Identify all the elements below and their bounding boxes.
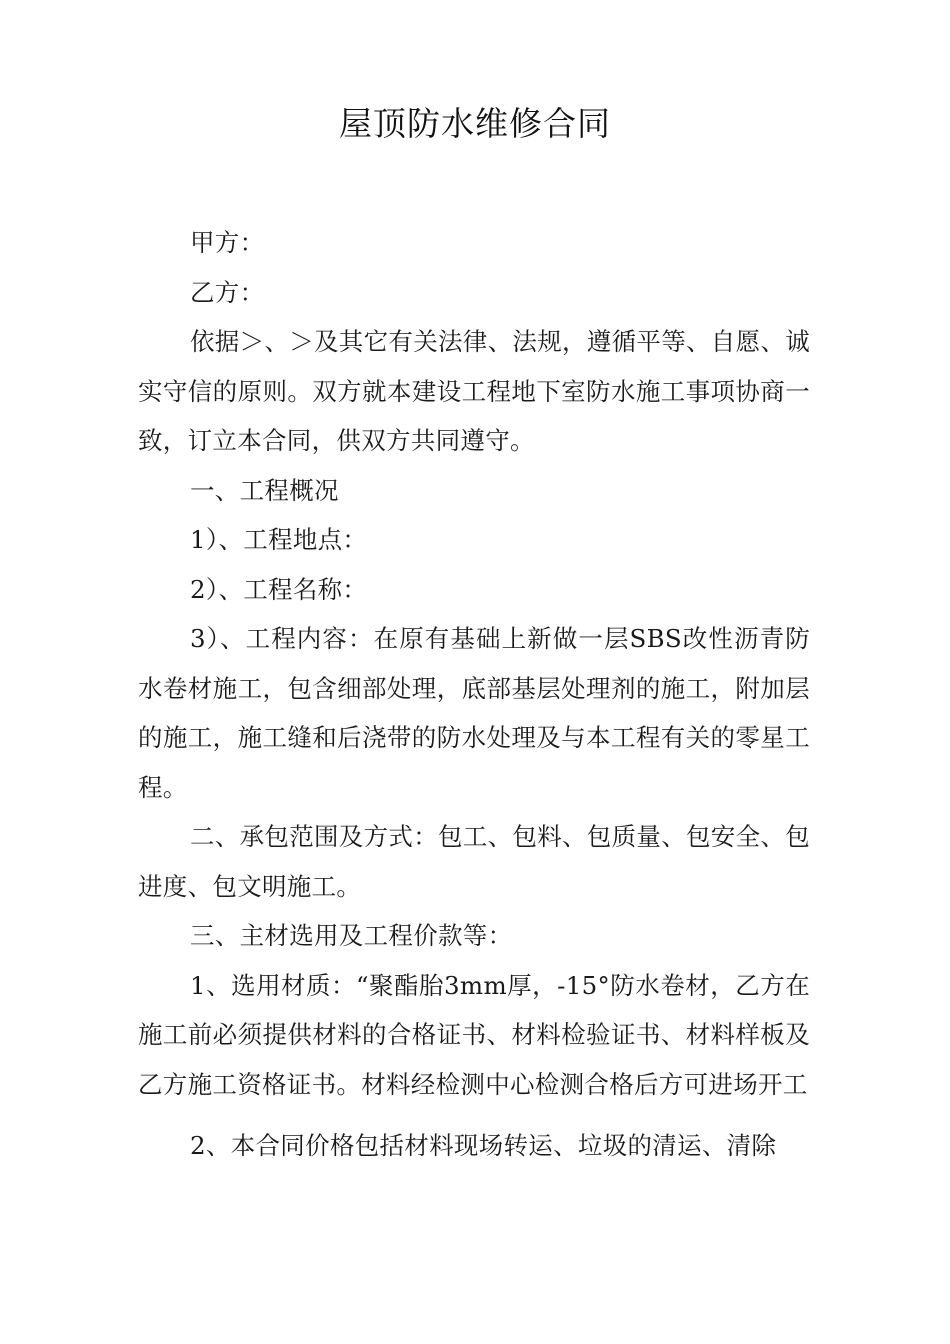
project-location-line: 1）、工程地点： xyxy=(190,525,368,554)
materials-paragraph: 1、选用材质：“聚酯胎3mm厚，-15°防水卷材，乙方在施工前必须提供材料的合格证书、材料检验证书、材料样板及乙方施工资格证书。材料经检测中心检测合格后方可进场开工 xyxy=(138,970,810,1099)
document-title: 屋顶防水维修合同 xyxy=(339,104,611,143)
document-body xyxy=(138,218,810,1171)
scope-paragraph: 二、承包范围及方式：包工、包料、包质量、包安全、包进度、包文明施工。 xyxy=(138,822,810,901)
section-heading-overview: 一、工程概况 xyxy=(190,475,339,505)
party-a-line: 甲方： xyxy=(190,228,265,257)
project-name-line: 2）、工程名称： xyxy=(190,574,368,604)
price-paragraph: 2、本合同价格包括材料现场转运、垃圾的清运、清除 xyxy=(190,1131,777,1160)
preamble-paragraph: 依据＞、＞及其它有关法律、法规，遵循平等、自愿、诚实守信的原则。双方就本建设工程地下室防水施工事项协商一致，订立本合同，供双方共同遵守。 xyxy=(138,327,810,455)
party-b-line: 乙方： xyxy=(190,277,265,307)
section-heading-materials: 三、主材选用及工程价款等： xyxy=(190,921,513,950)
project-content-paragraph: 3）、工程内容：在原有基础上新做一层SBS改性沥青防水卷材施工，包含细部处理，底部基层处理剂的施工，附加层的施工，施工缝和后浇带的防水处理及与本工程有关的零星工程。 xyxy=(138,624,810,802)
